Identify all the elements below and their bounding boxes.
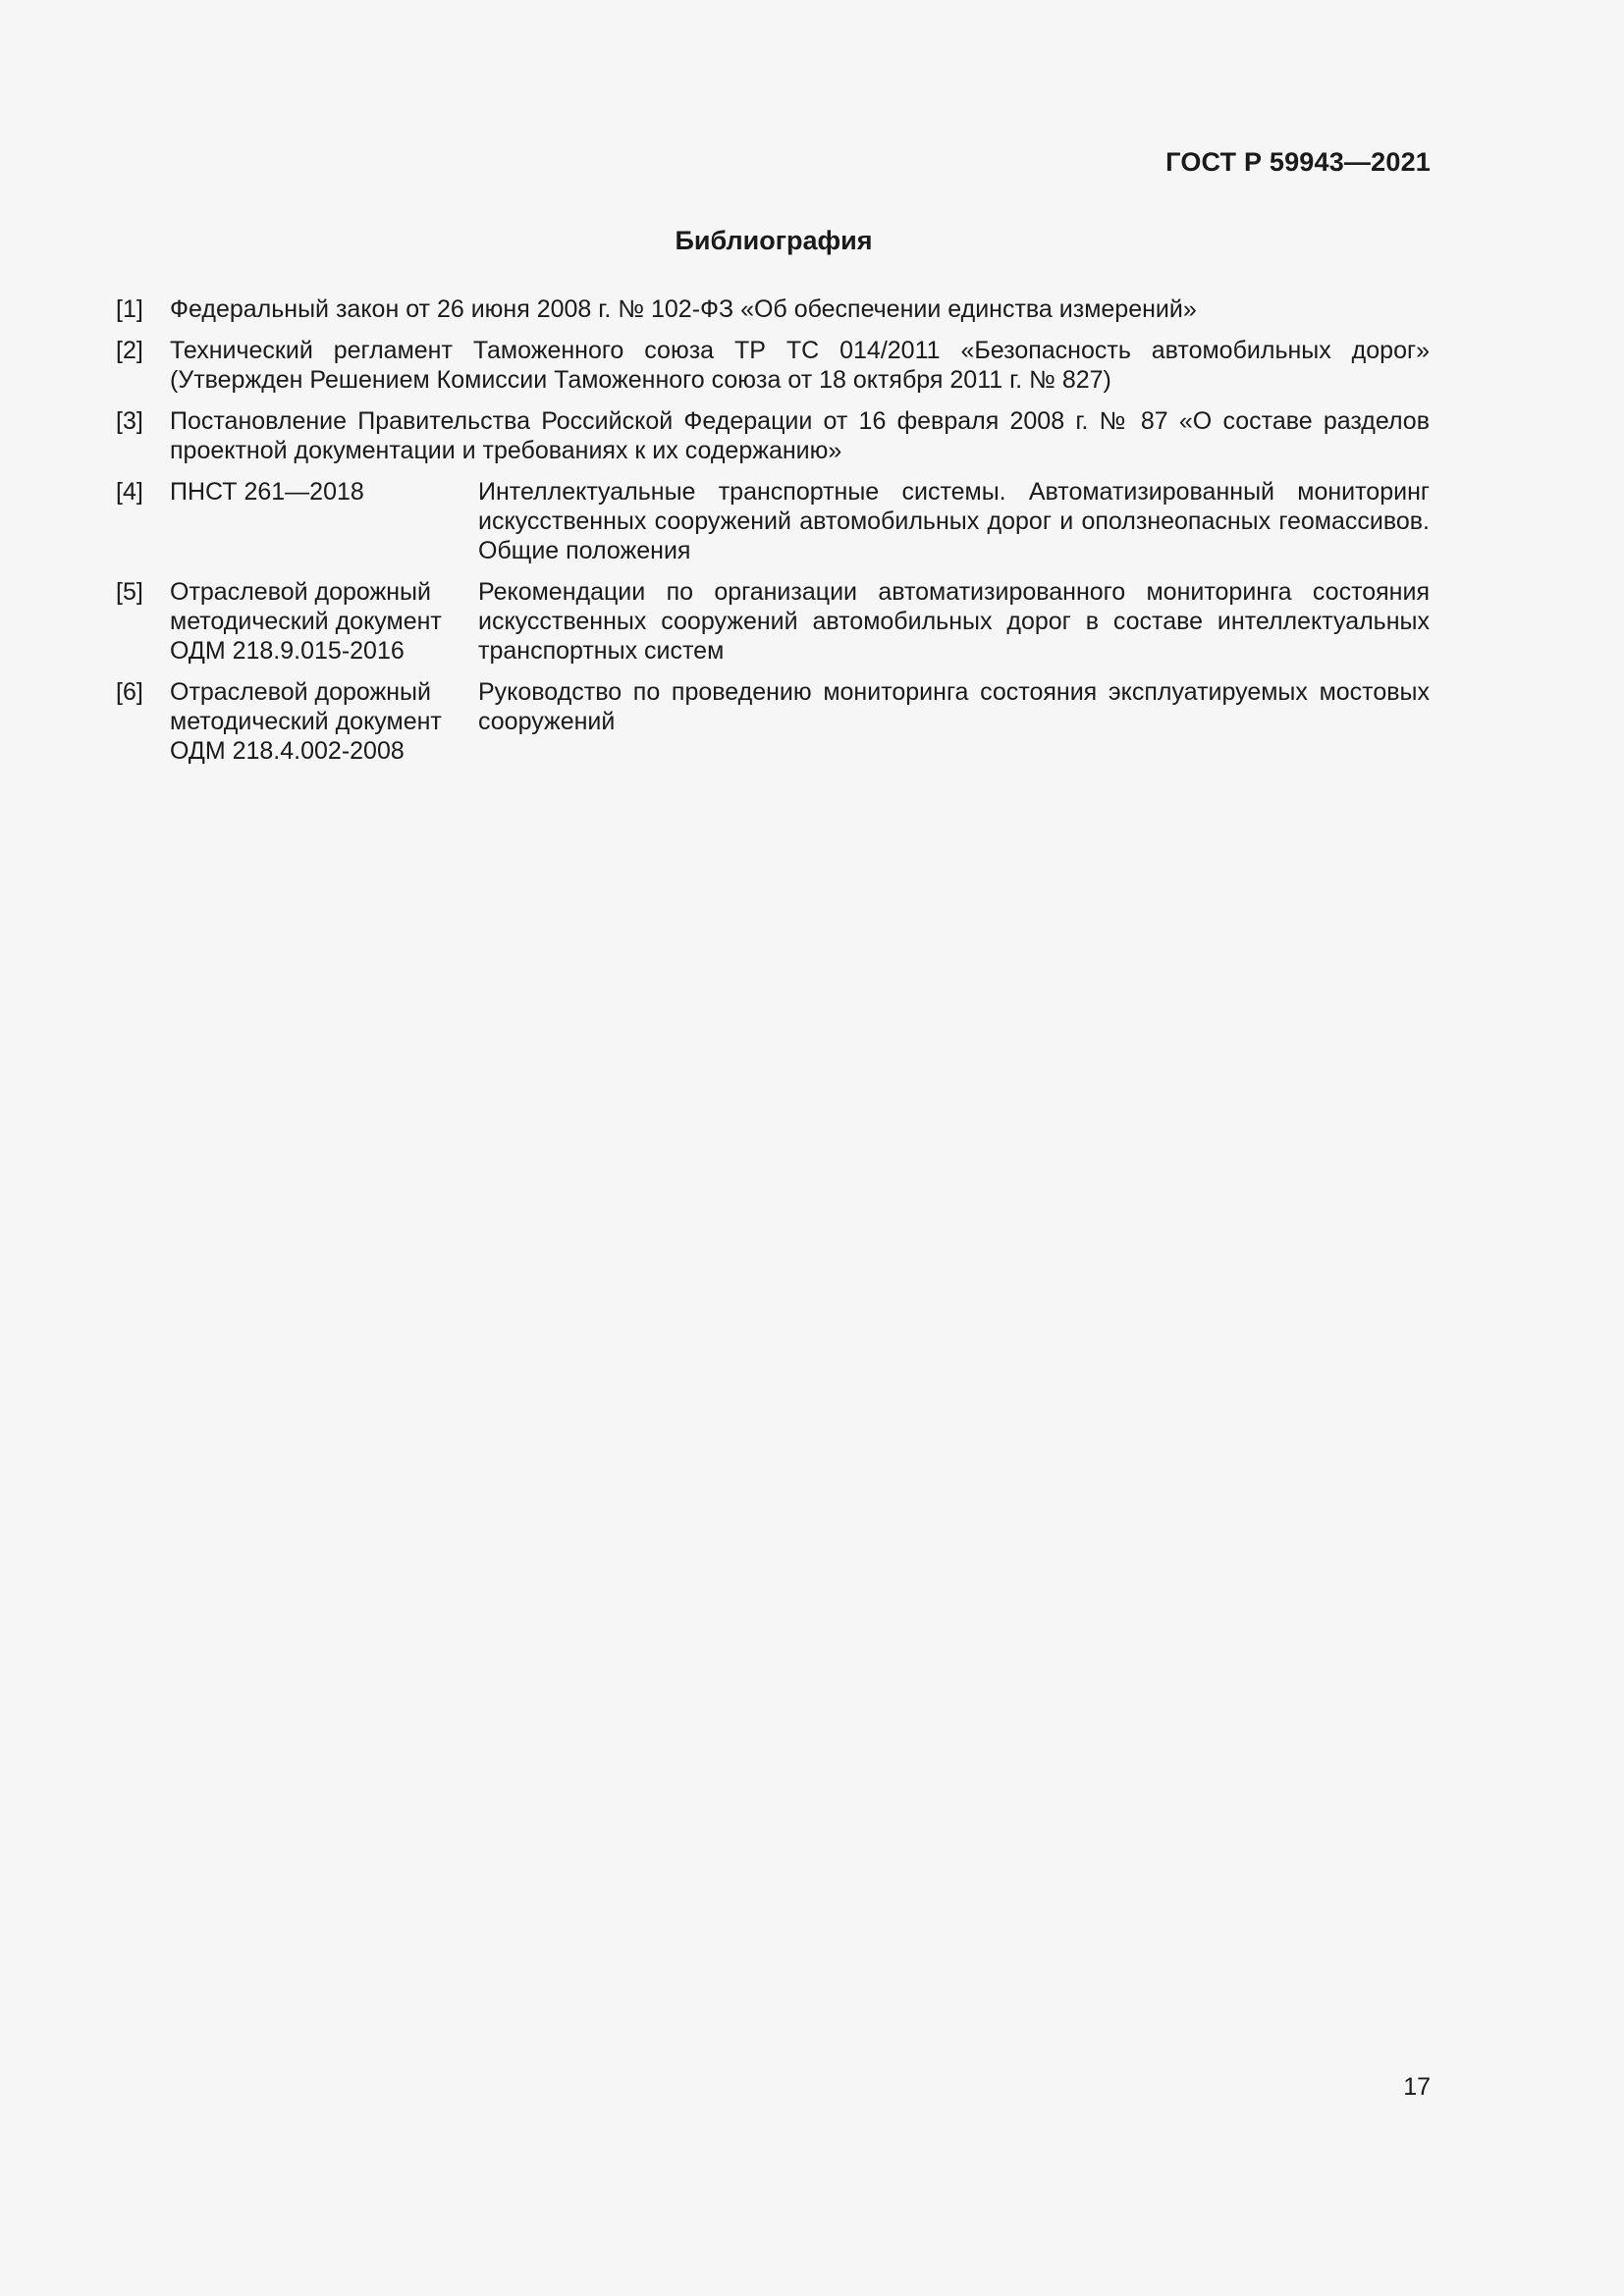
entry-number: [1] <box>116 295 143 323</box>
entry-designation <box>170 577 478 666</box>
entry-description: Интеллектуальные транспортные системы. Автоматизированный мониторинг искусственных сооружений автомобильных дорог и оползнеопасных геомассивов. Общие положения <box>478 478 1430 564</box>
entry-designation: ПНСТ 261—2018 <box>170 478 364 506</box>
entry-description: Рекомендации по организации автоматизированного мониторинга состояния искусственных сооружений автомобильных дорог в составе интеллектуальных транспортных систем <box>478 578 1430 665</box>
entry-text: Федеральный закон от 26 июня 2008 г. № 102-ФЗ «Об обеспечении единства измерений» <box>170 295 1197 323</box>
designation-line: Отраслевой дорожный <box>170 578 431 606</box>
designation-line: Отраслевой дорожный <box>170 678 431 706</box>
designation-line: методический документ <box>170 708 442 735</box>
document-code: ГОСТ Р 59943—2021 <box>1165 147 1431 177</box>
bibliography-entry <box>116 336 1430 395</box>
bibliography-list <box>116 294 1430 777</box>
section-title: Библиография <box>675 226 873 255</box>
bibliography-entry <box>116 677 1430 766</box>
entry-number: [6] <box>116 678 143 706</box>
entry-number: [2] <box>116 337 143 364</box>
bibliography-entry <box>116 577 1430 666</box>
page-number: 17 <box>1403 2073 1431 2101</box>
bibliography-entry <box>116 406 1430 465</box>
entry-number: [5] <box>116 578 143 606</box>
entry-text: Технический регламент Таможенного союза ТР ТС 014/2011 «Безопасность автомобильных дорог» (Утвержден Решением Комиссии Таможенного союза от 18 октября 2011 г. № 827) <box>170 337 1430 394</box>
entry-number: [3] <box>116 407 143 435</box>
bibliography-entry <box>116 294 1430 324</box>
entry-number: [4] <box>116 478 143 506</box>
entry-text: Постановление Правительства Российской Федерации от 16 февраля 2008 г. № 87 «О составе разделов проектной документации и требованиях к их содержанию» <box>170 407 1430 464</box>
designation-line: методический документ <box>170 608 442 635</box>
bibliography-entry <box>116 477 1430 565</box>
entry-description: Руководство по проведению мониторинга состояния эксплуатируемых мостовых сооружений <box>478 678 1430 735</box>
designation-line: ОДМ 218.4.002-2008 <box>170 737 405 765</box>
designation-line: ОДМ 218.9.015-2016 <box>170 637 405 665</box>
entry-designation <box>170 677 478 766</box>
